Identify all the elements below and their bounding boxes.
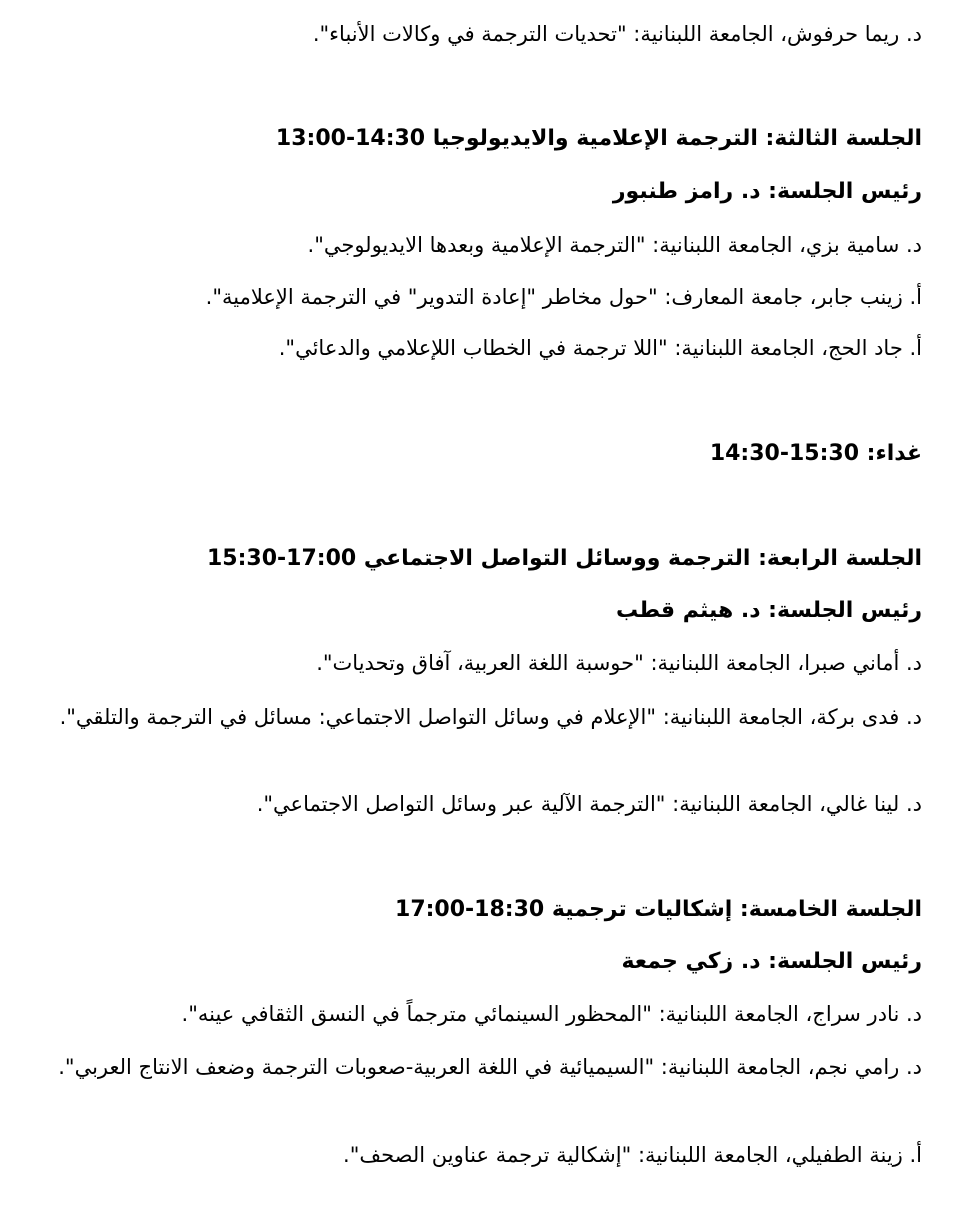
paper-line: د. نادر سراج، الجامعة اللبنانية: "المحظور السينمائي مترجماً في النسق الثقافي عينه". <box>181 1002 922 1026</box>
paper-line: د. أماني صبرا، الجامعة اللبنانية: "حوسبة اللغة العربية، آفاق وتحديات". <box>316 651 922 675</box>
paper-line: د. ريما حرفوش، الجامعة اللبنانية: "تحديات الترجمة في وكالات الأنباء". <box>312 22 922 46</box>
paper-line: د. لينا غالي، الجامعة اللبنانية: "الترجمة الآلية عبر وسائل التواصل الاجتماعي". <box>256 792 922 816</box>
paper-line: د. فدى بركة، الجامعة اللبنانية: "الإعلام في وسائل التواصل الاجتماعي: مسائل في الترجمة والتلقي". <box>59 705 922 729</box>
session-time: 13:00-14:30 <box>275 126 426 151</box>
session-time: 17:00-18:30 <box>395 897 545 922</box>
session-time: 15:30-17:00 <box>207 546 357 571</box>
session-chair: رئيس الجلسة: د. هيثم قطب <box>615 598 922 623</box>
session-chair: رئيس الجلسة: د. زكي جمعة <box>621 949 922 974</box>
paper-line: د. سامية بزي، الجامعة اللبنانية: "الترجمة الإعلامية وبعدها الايديولوجي". <box>307 233 922 257</box>
paper-line: أ. زينة الطفيلي، الجامعة اللبنانية: "إشكالية ترجمة عناوين الصحف". <box>343 1143 922 1167</box>
lunch-heading <box>52 437 922 471</box>
session-heading <box>52 542 922 576</box>
session-heading <box>52 893 922 927</box>
lunch-time: 14:30-15:30 <box>709 441 859 466</box>
paper-line: د. رامي نجم، الجامعة اللبنانية: "السيميائية في اللغة العربية-صعوبات الترجمة وضعف الانتاج العربي". <box>58 1055 922 1079</box>
session-heading <box>52 122 922 156</box>
paper-line: أ. جاد الحج، الجامعة اللبنانية: "اللا ترجمة في الخطاب اللإعلامي والدعائي". <box>278 336 922 360</box>
paper-line: أ. زينب جابر، جامعة المعارف: "حول مخاطر "إعادة التدوير" في الترجمة الإعلامية". <box>205 285 922 309</box>
session-title: الجلسة الرابعة: الترجمة ووسائل التواصل الاجتماعي <box>363 546 922 571</box>
session-chair: رئيس الجلسة: د. رامز طنبور <box>612 179 922 204</box>
session-title: الجلسة الثالثة: الترجمة الإعلامية والايديولوجيا <box>432 126 922 151</box>
session-title: الجلسة الخامسة: إشكاليات ترجمية <box>551 897 922 922</box>
lunch-title: غداء: <box>866 441 922 466</box>
